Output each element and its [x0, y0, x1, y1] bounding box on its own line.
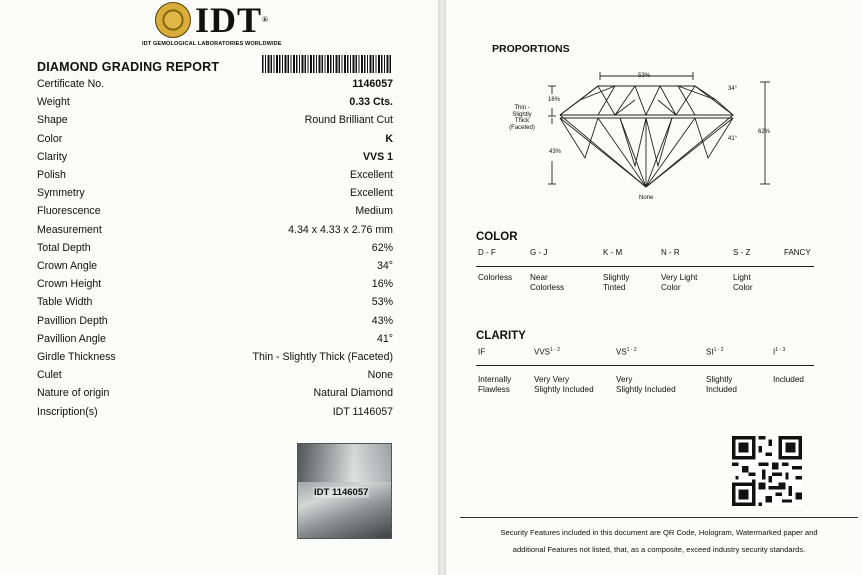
- report-title: DIAMOND GRADING REPORT: [37, 60, 220, 74]
- report-row-value: 1146057: [352, 78, 393, 90]
- pavilion-depth-label: 43%: [549, 149, 562, 155]
- clarity-description: Included: [773, 375, 804, 384]
- clarity-title: CLARITY: [476, 330, 526, 342]
- report-row-label: Pavillion Angle: [37, 332, 106, 345]
- clarity-grade-base: SI: [706, 347, 714, 357]
- report-row-value: 0.33 Cts.: [349, 96, 393, 109]
- report-row: [37, 169, 393, 187]
- page-fold: [438, 0, 446, 575]
- clarity-grade-base: VS: [616, 347, 627, 357]
- color-description: Very Light Color: [661, 273, 698, 292]
- total-depth-label: 62%: [758, 129, 771, 135]
- report-row: [37, 133, 393, 151]
- report-row: [37, 205, 393, 223]
- clarity-grade-base: VVS: [534, 347, 551, 357]
- report-row-label: Nature of origin: [37, 387, 110, 400]
- clarity-divider: [476, 365, 814, 366]
- report-row-label: Symmetry: [37, 187, 85, 200]
- report-row-label: Pavillion Depth: [37, 314, 108, 327]
- footer-line-2: additional Features not listed, that, as a composite, exceed industry security standards.: [512, 545, 806, 554]
- report-row-label: Color: [37, 132, 63, 145]
- footer-line-1: Security Features included in this document are QR Code, Hologram, Watermarked paper and: [500, 528, 818, 537]
- color-grade: N - R: [661, 248, 680, 257]
- report-row-value: 43%: [371, 314, 393, 327]
- qr-code: [732, 436, 802, 506]
- report-row: [37, 296, 393, 314]
- report-row: [37, 333, 393, 351]
- report-row-label: Weight: [37, 96, 70, 109]
- report-row: [37, 278, 393, 296]
- inscription-photo-label: IDT 1146057: [314, 487, 369, 498]
- report-row-label: Total Depth: [37, 241, 91, 254]
- report-row-value: None: [367, 369, 393, 382]
- clarity-grade-range: 1 - 2: [626, 347, 637, 353]
- color-title: COLOR: [476, 231, 518, 243]
- clarity-grade-range: 1 - 3: [775, 347, 786, 353]
- clarity-description: Very Very Slightly Included: [534, 375, 594, 394]
- idt-logo: [155, 2, 269, 38]
- report-row-label: Crown Height: [37, 278, 102, 291]
- report-row: [37, 406, 393, 424]
- report-row-value: Excellent: [350, 187, 393, 200]
- report-row-label: Culet: [37, 369, 62, 382]
- clarity-grade: [478, 347, 485, 357]
- report-row-value: 16%: [371, 278, 393, 291]
- report-row-value: 4.34 x 4.33 x 2.76 mm: [288, 223, 393, 236]
- clarity-grade-base: I: [773, 347, 776, 357]
- report-row: [37, 260, 393, 278]
- report-row: [37, 369, 393, 387]
- report-row: [37, 351, 393, 369]
- clarity-description: Very Slightly Included: [616, 375, 676, 394]
- color-description: Near Colorless: [530, 273, 565, 292]
- registered-mark: ®: [262, 15, 270, 24]
- pavilion-angle-label: 41°: [728, 136, 738, 142]
- footer-divider: [460, 517, 858, 518]
- color-grade: K - M: [603, 248, 623, 257]
- culet-label: None: [639, 195, 654, 201]
- barcode: [262, 55, 392, 73]
- report-row-value: 53%: [371, 296, 393, 309]
- report-row-label: Certificate No.: [37, 78, 105, 90]
- clarity-grade-base: IF: [478, 347, 486, 357]
- clarity-grade: [616, 347, 637, 357]
- report-row-label: Shape: [37, 114, 68, 127]
- report-row-value: 41°: [376, 332, 393, 345]
- report-row-value: VVS 1: [362, 150, 393, 163]
- report-row-value: Excellent: [350, 169, 393, 181]
- girdle-label: Thin - Slightly Thick (Faceted): [509, 105, 535, 131]
- report-row-label: Girdle Thickness: [37, 351, 116, 363]
- report-row-value: Natural Diamond: [313, 387, 393, 400]
- report-row: [37, 96, 393, 114]
- seal-icon: [155, 2, 191, 38]
- color-description: Colorless: [478, 273, 513, 282]
- report-row: [37, 224, 393, 242]
- report-row-label: Crown Angle: [37, 260, 98, 272]
- report-row: [37, 78, 393, 96]
- clarity-grade: [534, 347, 560, 357]
- report-row-value: Medium: [355, 205, 393, 218]
- clarity-grade: [706, 347, 724, 357]
- report-row-value: Thin - Slightly Thick (Faceted): [252, 351, 393, 363]
- color-description: Light Color: [733, 273, 753, 292]
- report-row: [37, 387, 393, 405]
- report-row-value: IDT 1146057: [332, 405, 393, 418]
- report-row: [37, 114, 393, 132]
- clarity-description: Internally Flawless: [478, 375, 512, 394]
- logo-brand: IDT: [195, 0, 263, 40]
- report-row: [37, 315, 393, 333]
- color-grade: FANCY: [784, 248, 811, 257]
- report-row: [37, 151, 393, 169]
- color-grade: G - J: [530, 248, 548, 257]
- clarity-grade-range: 1 - 2: [550, 347, 561, 353]
- color-grade: D - F: [478, 248, 496, 257]
- report-row: [37, 242, 393, 260]
- report-row-label: Polish: [37, 169, 66, 181]
- report-row-label: Measurement: [37, 223, 102, 236]
- clarity-grade: [773, 347, 785, 357]
- logo-subtitle: IDT GEMOLOGICAL LABORATORIES WORLDWIDE: [142, 41, 282, 47]
- color-grade: S - Z: [733, 248, 751, 257]
- proportions-title: PROPORTIONS: [492, 43, 570, 55]
- report-row-value: Round Brilliant Cut: [304, 114, 393, 127]
- report-row-label: Inscription(s): [37, 405, 98, 418]
- report-row-label: Clarity: [37, 150, 68, 163]
- report-row-value: 34°: [376, 260, 393, 272]
- report-row: [37, 187, 393, 205]
- crown-angle-label: 34°: [728, 86, 738, 92]
- table-width-label: 53%: [638, 73, 651, 79]
- crown-height-label: 16%: [548, 97, 561, 103]
- clarity-description: Slightly Included: [706, 375, 737, 394]
- color-divider: [476, 266, 814, 267]
- report-row-label: Fluorescence: [37, 205, 101, 218]
- clarity-grade-range: 1 - 2: [713, 347, 724, 353]
- report-row-value: K: [385, 132, 393, 145]
- diamond-proportions-diagram: [540, 66, 790, 206]
- report-row-value: 62%: [371, 241, 393, 254]
- report-row-label: Table Width: [37, 296, 93, 309]
- color-description: Slightly Tinted: [603, 273, 630, 292]
